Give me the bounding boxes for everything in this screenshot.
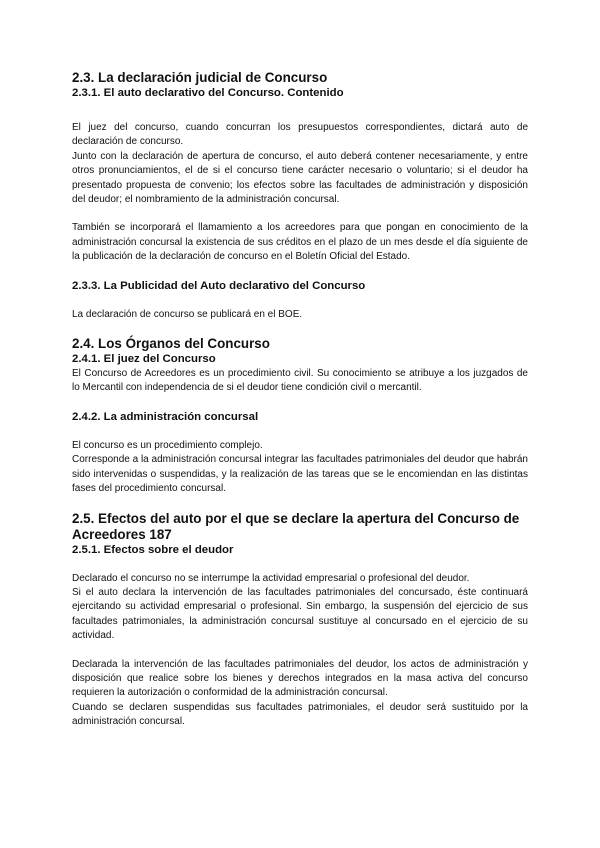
section-2-4-heading: 2.4. Los Órganos del Concurso <box>72 336 270 352</box>
paragraph: Cuando se declaren suspendidas sus facultades patrimoniales, el deudor será sustituido por la administración concursal. <box>72 701 528 728</box>
section-2-5-heading: 2.5. Efectos del auto por el que se declare la apertura del Concurso de Acreedores 187 <box>72 510 520 542</box>
paragraph: También se incorporará el llamamiento a los acreedores para que pongan en conocimiento de la administración concursal la existencia de sus créditos en el plazo de un mes desde el día siguiente de la publicación de la declaración de concurso en el Boletín Oficial del Estado. <box>72 222 528 263</box>
paragraph: El Concurso de Acreedores es un procedimiento civil. Su conocimiento se atribuye a los juzgados de lo Mercantil con independencia de si el deudor tiene condición civil o mercantil. <box>72 368 528 394</box>
paragraph: Declarado el concurso no se interrumpe la actividad empresarial o profesional del deudor. <box>72 572 470 584</box>
section-2-3-3-heading: 2.3.3. La Publicidad del Auto declarativo del Concurso <box>72 279 366 292</box>
paragraph: Corresponde a la administración concursal integrar las facultades patrimoniales del deudor que habrán sido intervenidas o suspendidas, y la realización de las tareas que se le encomiendan en las distintas fases del procedimiento concursal. <box>72 454 528 495</box>
section-2-3-1-heading: 2.3.1. El auto declarativo del Concurso. Contenido <box>72 87 344 99</box>
paragraph: El concurso es un procedimiento complejo. <box>72 439 263 451</box>
paragraph: El juez del concurso, cuando concurran los presupuestos correspondientes, dictará auto de declaración de concurso. <box>72 122 528 148</box>
paragraph: La declaración de concurso se publicará en el BOE. <box>72 308 303 320</box>
page-content <box>72 70 528 730</box>
section-2-4-1-heading: 2.4.1. El juez del Concurso <box>72 353 216 366</box>
section-2-5-1-heading: 2.5.1. Efectos sobre el deudor <box>72 543 234 556</box>
section-2-3-heading: 2.3. La declaración judicial de Concurso <box>72 70 328 85</box>
paragraph: Si el auto declara la intervención de las facultades patrimoniales del concursado, éste continuará ejercitando su actividad empresarial o profesional. Sin embargo, la suspensión del ejercicio de sus facultades patrimoniales, la administración concursal sustituye al concursado en el ejercicio de su actividad. <box>72 586 528 642</box>
section-2-4-2-heading: 2.4.2. La administración concursal <box>72 410 259 423</box>
paragraph: Junto con la declaración de apertura de concurso, el auto deberá contener necesariamente, y entre otros pronunciamientos, el de si el concurso tiene carácter necesario o voluntario; si el deudor ha presentado propuesta de convenio; los efectos sobre las facultades de administración y disposición del deudor; el nombramiento de la administración concursal. <box>72 150 528 206</box>
paragraph: Declarada la intervención de las facultades patrimoniales del deudor, los actos de administración y disposición que realice sobre los bienes y derechos integrados en la masa activa del concurso requieren la autorización o conformidad de la administración concursal. <box>72 658 528 699</box>
